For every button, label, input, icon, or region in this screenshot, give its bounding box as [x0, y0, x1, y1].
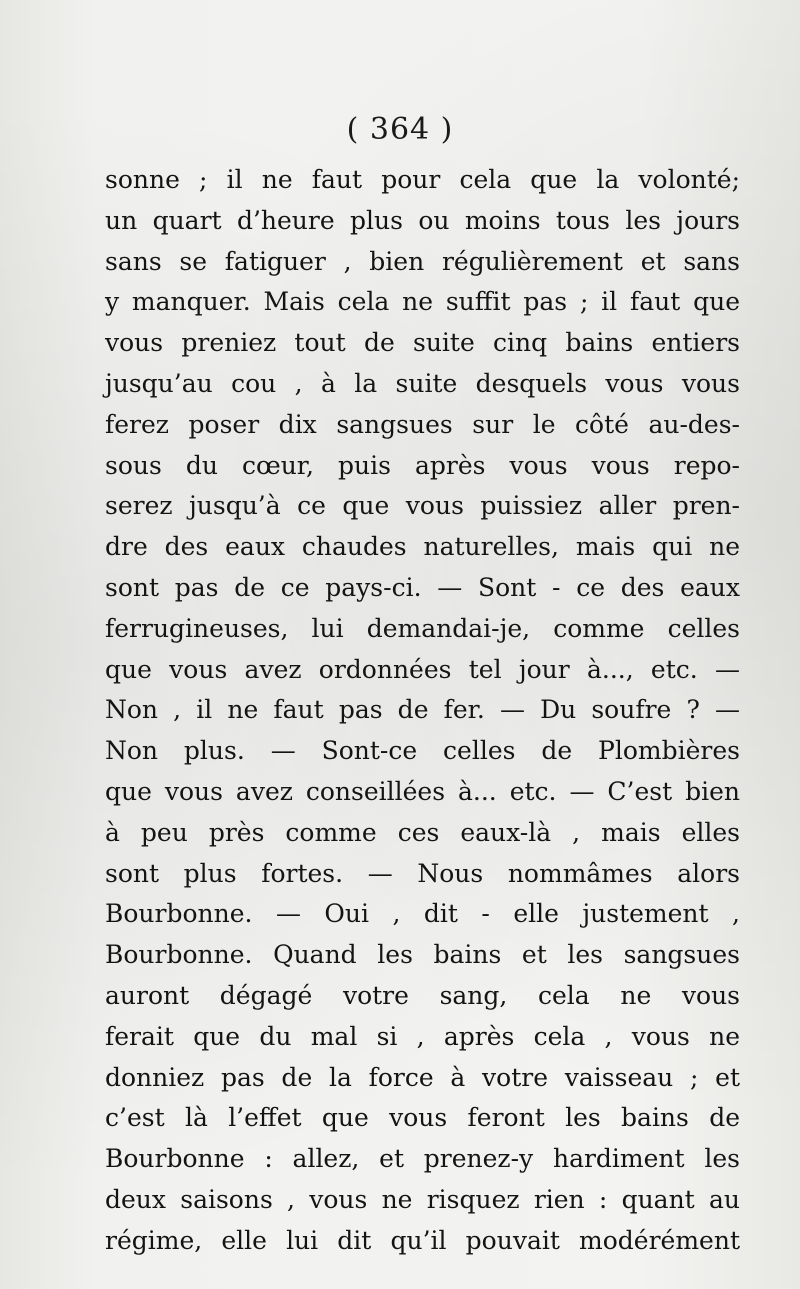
text-line: un quart d’heure plus ou moins tous les jours: [105, 205, 740, 235]
text-line: sont plus fortes. — Nous nommâmes alors: [105, 858, 740, 888]
text-line: sonne ; il ne faut pour cela que la volonté;: [105, 165, 740, 194]
text-line: sous du cœur, puis après vous vous repo-: [105, 450, 740, 480]
text-line: c’est là l’effet que vous feront les bains de: [105, 1103, 740, 1133]
text-line: Bourbonne. — Oui , dit - elle justement ,: [105, 899, 740, 929]
text-line: ferrugineuses, lui demandai-je, comme celles: [105, 613, 740, 643]
text-line: Bourbonne : allez, et prenez-y hardiment les: [105, 1144, 740, 1174]
text-line: dre des eaux chaudes naturelles, mais qui ne: [105, 532, 740, 562]
text-line: deux saisons , vous ne risquez rien : quant au: [105, 1184, 740, 1214]
body-text: [105, 160, 740, 1262]
text-line: donniez pas de la force à votre vaisseau ; et: [105, 1062, 740, 1092]
text-line: serez jusqu’à ce que vous puissiez aller pren-: [105, 491, 740, 521]
text-line: que vous avez conseillées à... etc. — C’est bien: [105, 776, 740, 806]
text-line: Bourbonne. Quand les bains et les sangsues: [105, 940, 740, 970]
text-line: jusqu’au cou , à la suite desquels vous vous: [105, 368, 740, 398]
text-line: sans se fatiguer , bien régulièrement et sans: [105, 246, 740, 276]
text-line: que vous avez ordonnées tel jour à..., etc. —: [105, 654, 740, 684]
text-line: régime, elle lui dit qu’il pouvait modérément: [105, 1225, 740, 1255]
text-line: y manquer. Mais cela ne suffit pas ; il faut que: [105, 287, 740, 317]
text-line: Non plus. — Sont-ce celles de Plombières: [105, 736, 740, 766]
text-line: ferez poser dix sangsues sur le côté au-des-: [105, 409, 740, 439]
text-line: sont pas de ce pays-ci. — Sont - ce des eaux: [105, 572, 740, 602]
page-number: ( 364 ): [346, 112, 454, 147]
text-line: vous preniez tout de suite cinq bains entiers: [105, 328, 740, 358]
text-line: auront dégagé votre sang, cela ne vous: [105, 980, 740, 1010]
text-line: à peu près comme ces eaux-là , mais elles: [105, 817, 740, 847]
text-line: Non , il ne faut pas de fer. — Du soufre ? —: [105, 695, 740, 725]
text-line: ferait que du mal si , après cela , vous ne: [105, 1021, 740, 1051]
